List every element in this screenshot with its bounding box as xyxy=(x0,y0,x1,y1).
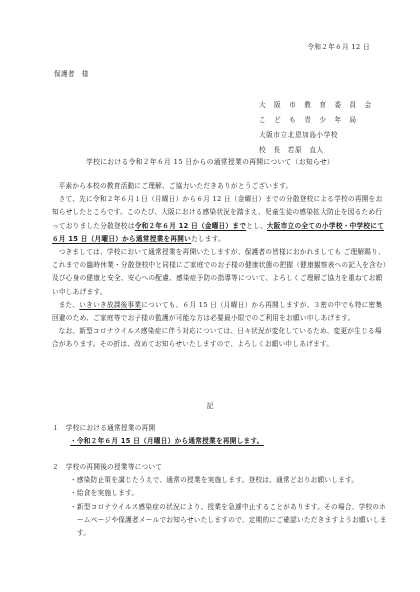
sender-org: 大 阪 市 教 育 委 員 会 xyxy=(259,101,375,109)
list-item: ・感染防止策を講じたうえで、通常の授業を実施します。登校は、通常どおりお願いします。 xyxy=(70,476,359,485)
list-item: ・新型コロナウイルス感染症の状況により、授業を急遽中止することがあります。その場合、学校のホームページや保護者メールでお知らせいたしますので、定期的にご確認いただきますようお願いします。 xyxy=(70,502,387,538)
paragraph-afterschool: また、いきいき放課後事業についても、６月 15 日（月曜日）から再開しますが、３密の中でも特に密集回避のため、ご家庭等でお子様の監護が可能な方は必要最小限でのご利用をお願い申しあげます。 xyxy=(52,300,383,323)
sender-school: 大阪市立北恩加島小学校 xyxy=(259,131,339,139)
record-heading: 記 xyxy=(206,402,214,410)
sender-principal: 校 長 若原 直人 xyxy=(259,146,324,154)
document-body xyxy=(52,180,388,352)
emphasis-resume-date: 大阪市立の全ての小学校・中学校にて６月 15 日（月曜日）から通常授業を再開い xyxy=(52,221,385,243)
section-2-list xyxy=(70,474,388,540)
paragraph-request: つきましては、学校において通常授業を再開いたしますが、保護者の皆様におかれましても ご理解賜り、これまでの臨時休業・分散登校中と同様にご家庭でのお子様の健康状態の把握（健康観察表への記入を含む）及び心身の健康と安全、安心への配慮、感染症予防の指導等について、よろしくご理解ご協力を重ねてお願い申しあげます。 xyxy=(52,248,387,296)
afterschool-program: いきいき放課後事業 xyxy=(79,300,142,309)
emphasis-until-date: 令和２年６月 12 日（金曜日）まで xyxy=(134,221,247,230)
section-1-item: ・令和２年６月 15 日（月曜日）から通常授業を再開します。 xyxy=(70,437,264,446)
sender-bureau: こ ど も 青 少 年 局 xyxy=(259,116,360,124)
addressee: 保護者 様 xyxy=(54,70,89,78)
document-date: 令和２年６月 12 日 xyxy=(307,43,370,51)
document-title: 学校における令和２年６月 15 日からの通常授業の再開について（お知らせ） xyxy=(85,158,335,166)
paragraph-resumption: さて、先に令和２年６月１日（月曜日）から６月 12 日（金曜日）までの分散登校による学校の再開をお知らせしたところです。このたび、大阪における感染状況を踏まえ、児童生徒の感染拡大防止を図るため行っておりました分散登校は令和２年６月 12 日（金曜日）までとし、大阪市立の全ての小学校・中学校にて６月 15 日（月曜日）から通常授業を再開いたします。 xyxy=(52,195,385,243)
section-2 xyxy=(52,461,388,540)
list-item: ・給食を実施します。 xyxy=(70,489,139,498)
section-2-heading: ２ 学校の再開後の授業等について xyxy=(52,463,163,471)
section-1 xyxy=(52,422,388,448)
paragraph-notice: なお、新型コロナウイルス感染症に伴う対応については、日々状況が変化しているため、変更が生じる場合があります。その折は、改めてお知らせいたしますので、よろしくお願い申しあげます。 xyxy=(52,327,382,349)
paragraph-greeting: 平素から本校の教育活動にご理解、ご協力いただきありがとうございます。 xyxy=(58,182,293,190)
section-1-heading: １ 学校における通常授業の再開 xyxy=(52,424,156,432)
